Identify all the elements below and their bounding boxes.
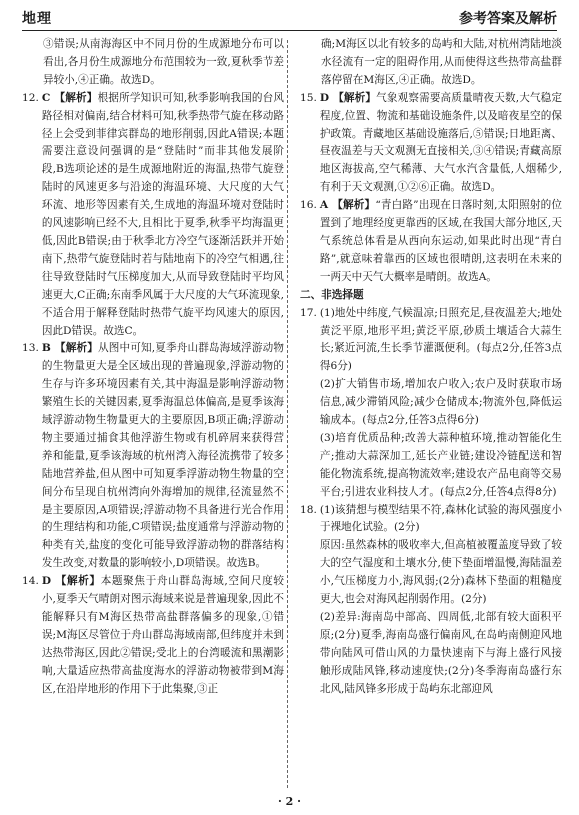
- analysis-tag: 【解析】: [332, 199, 376, 212]
- page-number: · 2 ·: [278, 795, 301, 808]
- answer-item-14: [22, 573, 284, 698]
- item-body: [42, 90, 284, 341]
- page-header: [22, 6, 557, 31]
- answer-item-17: [300, 305, 562, 502]
- item-body: [42, 573, 284, 698]
- answer-letter: A: [319, 199, 329, 212]
- analysis-text: 根据所学知识可知,秋季影响我国的台风路径相对偏南,结合材料可知,秋季热带气旋在移动路径上会受到菲律宾群岛的地形削弱,因此A错误;本题需要注意设问强调的是“登陆时”而非其他发展阶段,B选项论述的是生成源地附近的海温,热带气旋登陆时的风速更多与沿途的海温环境、大尺度的大气环流、地形等因素有关,生成地的海温环境对登陆时的风速影响已经不大,且相比于夏季,秋季平均海温更低,因此B错误;由于秋季北方冷空气逐渐活跃并开始南下,热带气旋登陆时若与陆地南下的冷空气相遇,往往导致登陆时气压梯度加大,从而导致登陆时平均风速更大,C正确;东南季风属于大尺度的大气环流现象,不适合用于解释登陆时热带气旋平均风速大的原因,因此D错误。故选C。: [41, 91, 285, 337]
- sub-answer-3: (3)培育优质品种;改善大蒜种植环境,推动智能化生产;推动大蒜深加工,延长产业链;建设冷链配送和智能化物流系统,提高物流效率;建设农产品电商等交易平台;引进农业科技人才。(每点2分,任答4点得8分): [319, 431, 562, 498]
- left-column: [22, 36, 284, 699]
- item-body: [320, 197, 562, 287]
- column-divider: [287, 40, 288, 788]
- subject-label: 地理: [22, 11, 52, 27]
- continued-text: 确;M海区以北有较多的岛屿和大陆,对杭州湾陆地淡水径流有一定的阻碍作用,从而使得这些热带高盐群落停留在M海区,④正确。故选D。: [321, 38, 562, 86]
- sub-answer-reason: 原因:虽然森林的吸收率大,但高植被覆盖度导致了较大的空气湿度和土壤水分,使下垫面增温慢,海陆温差小,气压梯度力小,海风弱;(2分)森林下垫面的粗糙度更大,也会对海风起削弱作用。(2分): [319, 539, 562, 606]
- analysis-text: “青白路”出现在日落时刻,太阳照射的位置到了地理经度更靠西的区域,在我国大部分地区,天气系统总体看是从西向东运动,如果此时出现“青白路”,就意味着靠西的区域也很晴朗,这表明在未来的一两天中天气大概率是晴朗。故选A。: [319, 199, 563, 283]
- analysis-tag: 【解析】: [55, 575, 101, 588]
- continued-text: ③错误;从南海海区中不同月份的生成源地分布可以看出,各月份生成源地分布范围较为一致,夏秋季节差异较小,④正确。故选D。: [43, 38, 284, 86]
- analysis-tag: 【解析】: [54, 342, 98, 355]
- section-heading: 二、非选择题: [300, 288, 364, 301]
- item-number: 12.: [22, 91, 39, 104]
- answer-letter: D: [319, 91, 330, 104]
- item-body: [320, 90, 562, 197]
- analysis-text: 本题聚焦于舟山群岛海域,空间尺度较小,夏季天气晴朗对图示海域来说是普遍现象,因此不能解释只有M海区热带高盐群落偏多的现象,①错误;M海区尽管位于舟山群岛海域南部,但纬度并未到达热带海区,因此②错误;受北上的台湾暖流和黑潮影响,大量适应热带高盐度海水的浮游动物被带到M海区,在沿岸地形的作用下于此集聚,③正: [41, 575, 284, 695]
- analysis-text: 气象观察需要高质量晴夜天数,大气稳定程度,位置、物流和基础设施条件,以及暗夜星空的保护政策。青藏地区基础设施落后,⑤错误;日地距离、昼夜温差与天文观测无直接相关,③④错误;青藏高原地区海拔高,空气稀薄、大气水汽含量低,人烟稀少,有利于天文观测,①②⑥正确。故选D。: [319, 91, 563, 194]
- sub-answer-1: (1)地处中纬度,气候温凉;日照充足,昼夜温差大;地处黄泛平原,地形平坦;黄泛平原,砂质土壤适合大蒜生长;紧近河流,生长季节灌溉便利。(每点2分,任答3点得6分): [319, 306, 562, 373]
- item-number: 14.: [22, 575, 39, 588]
- right-column: [300, 36, 562, 699]
- answer-letter: B: [41, 342, 51, 355]
- item-number: 17.: [300, 306, 317, 319]
- item-body: [320, 502, 562, 699]
- analysis-tag: 【解析】: [333, 91, 377, 104]
- page-title: 参考答案及解析: [459, 11, 557, 27]
- answer-item-13: [22, 340, 284, 573]
- answer-item-15: [300, 90, 562, 197]
- sub-answer-1: (1)该猜想与模型结果不符,森林化试验的海风强度小于裸地化试验。(2分): [319, 503, 562, 534]
- item-number: 18.: [300, 503, 317, 516]
- answer-item-16: [300, 197, 562, 287]
- sub-answer-2: (2)差异:海南岛中部高、四周低,北部有较大面积平原;(2分)夏季,海南岛盛行偏南风,在岛屿南侧迎风地带向陆风可借山风的力量快速南下与海上盛行风接触形成陆风锋,移动速度快;(2分)冬季海南岛盛行东北风,陆风锋多形成于岛屿东北部迎风: [319, 611, 562, 695]
- sub-answer-2: (2)扩大销售市场,增加农户收入;农户及时获取市场信息,减少滞销风险;减少仓储成本;物流外包,降低运输成本。(每点2分,任答3点得6分): [319, 378, 562, 427]
- answer-item-18: [300, 502, 562, 699]
- item-number: 16.: [300, 199, 317, 212]
- item-number: 13.: [22, 342, 39, 355]
- answer-letter: C: [41, 91, 51, 104]
- item-number: 15.: [300, 91, 317, 104]
- analysis-tag: 【解析】: [54, 91, 98, 104]
- answer-item-12: [22, 90, 284, 341]
- item-body: [42, 340, 284, 573]
- answer-letter: D: [41, 575, 52, 588]
- item-body: [320, 305, 562, 502]
- analysis-text: 从图中可知,夏季舟山群岛海域浮游动物的生物量更大是全区域出现的普遍现象,浮游动物的生存与许多环境因素有关,其中海温是影响浮游动物繁殖生长的关键因素,夏季海温总体偏高,是夏季该海域浮游动物生物量更大的主要原因,B项正确;浮游动物主要通过捕食其他浮游生物或有机碎屑来获得营养和能量,夏季该海域的杭州湾入海径流携带了较多陆地营养盐,但从图中可知夏季浮游动物生物量的空间分布呈现自杭州湾向外海增加的规律,径流显然不是主要原因,A项错误;浮游动物不具备进行光合作用的生理结构和功能,C项错误;盐度通常与浮游动物的种类有关,盐度的变化可能导致浮游动物的群落结构发生改变,对数量的影响较小,D项错误。故选B。: [41, 342, 285, 570]
